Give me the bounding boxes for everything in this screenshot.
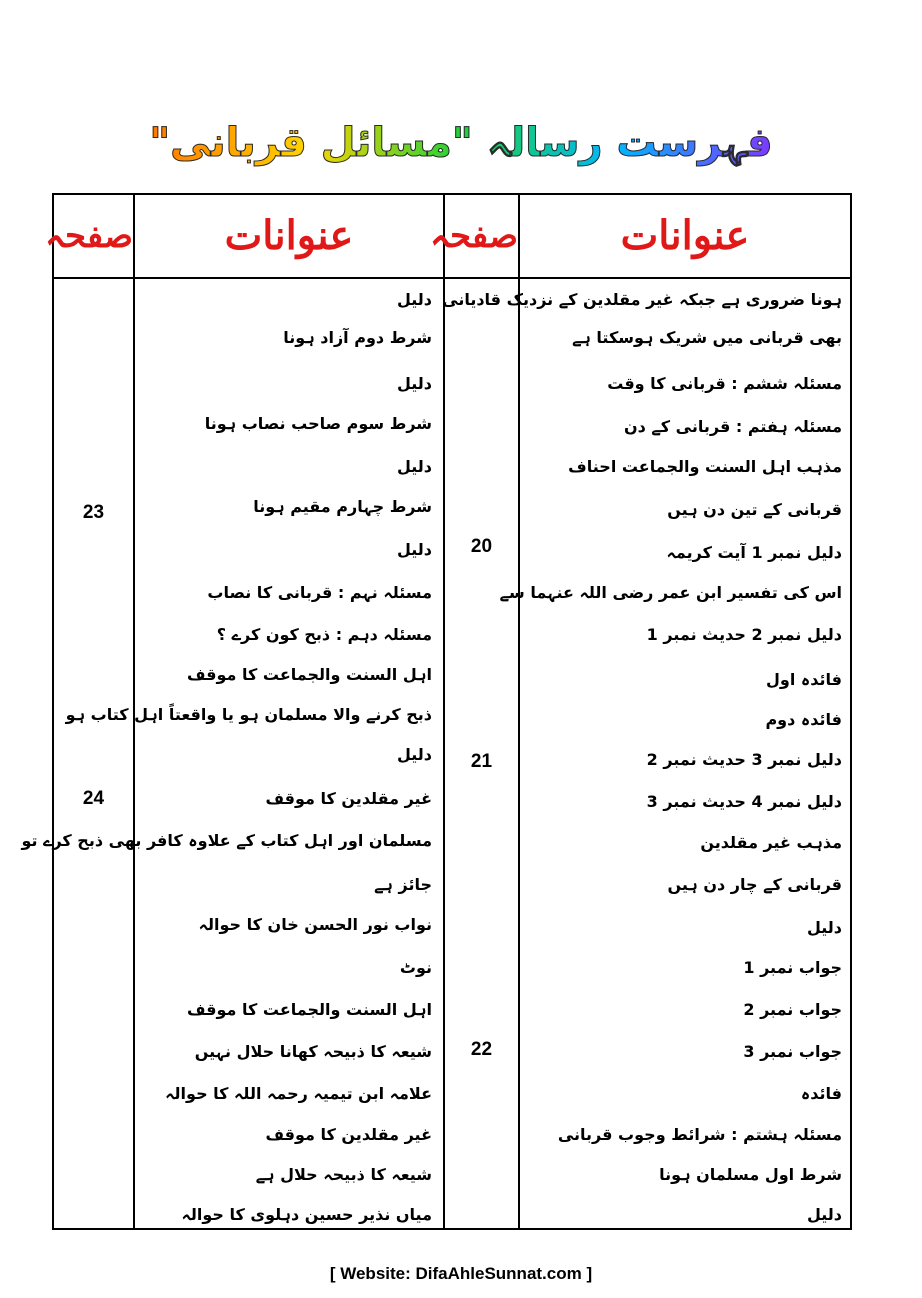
toc-entry: قربانی کے تین دن ہیں [667, 500, 842, 519]
column-divider [518, 195, 520, 1228]
toc-entry: ذبح کرنے والا مسلمان ہو یا واقعتاً اہل کتاب ہو [65, 705, 432, 724]
toc-entry: مسئلہ ششم : قربانی کا وقت [607, 374, 842, 393]
toc-entry: مذہب اہل السنت والجماعت احناف [568, 457, 842, 476]
toc-entry: اس کی تفسیر ابن عمر رضی اللہ عنہما سے [499, 583, 842, 602]
toc-entry: دلیل نمبر 3 حدیث نمبر 2 [646, 750, 842, 769]
toc-table [21, 193, 852, 1230]
toc-entry: شرط اول مسلمان ہونا [659, 1165, 842, 1184]
page-number: 22 [470, 1039, 493, 1060]
toc-entry: دلیل [396, 374, 432, 393]
toc-entry: دلیل نمبر 2 حدیث نمبر 1 [646, 625, 842, 644]
toc-entry: مسلمان اور اہل کتاب کے علاوہ کافر بھی ذبح کرے تو [21, 831, 432, 850]
toc-entry: نوٹ [399, 958, 432, 977]
column-divider [443, 195, 445, 1228]
toc-entry: دلیل نمبر 4 حدیث نمبر 3 [646, 792, 842, 811]
website-footer: [ Website: DifaAhleSunnat.com ] [329, 1264, 593, 1283]
page-title: فہرست رسالہ "مسائل قربانی" [0, 108, 922, 178]
toc-entry: فائدہ دوم [765, 710, 842, 729]
page-number: 23 [82, 502, 105, 523]
toc-entry: جواب نمبر 1 [743, 958, 842, 977]
toc-entry: دلیل [396, 540, 432, 559]
toc-entry: اہل السنت والجماعت کا موقف [186, 665, 432, 684]
page-number: 21 [470, 751, 493, 772]
toc-entry: دلیل [806, 918, 842, 937]
toc-entry: بھی قربانی میں شریک ہوسکتا ہے [572, 328, 842, 347]
toc-entry: قربانی کے چار دن ہیں [667, 875, 842, 894]
toc-entry: مسئلہ ہشتم : شرائط وجوب قربانی [557, 1125, 842, 1144]
toc-entry: دلیل [396, 457, 432, 476]
page-number: 20 [470, 536, 493, 557]
header-titles-right: عنوانات [620, 212, 750, 259]
toc-entry: جائز ہے [374, 875, 432, 894]
toc-entry: غیر مقلدین کا موقف [265, 1125, 432, 1144]
toc-entry: جواب نمبر 3 [743, 1042, 842, 1061]
toc-entry: اہل السنت والجماعت کا موقف [186, 1000, 432, 1019]
toc-entry: مسئلہ نہم : قربانی کا نصاب [207, 583, 432, 602]
toc-entry: مذہب غیر مقلدین [700, 833, 842, 852]
toc-entry: شیعہ کا ذبیحہ حلال ہے [255, 1165, 432, 1184]
toc-entry: فائدہ [800, 1084, 842, 1103]
header-page-right: صفحہ [430, 216, 518, 256]
toc-entry: دلیل [396, 745, 432, 764]
header-titles-left: عنوانات [224, 212, 354, 259]
toc-entry: علامہ ابن تیمیہ رحمہ اللہ کا حوالہ [165, 1084, 432, 1103]
page-number: 24 [82, 788, 105, 809]
header-divider [54, 277, 850, 279]
toc-entry: مسئلہ دہم : ذبح کون کرے ؟ [216, 625, 432, 644]
toc-entry: دلیل [396, 290, 432, 309]
toc-entry: دلیل [806, 1205, 842, 1224]
toc-entry: شرط دوم آزاد ہونا [283, 328, 432, 347]
toc-entry: شرط چہارم مقیم ہونا [253, 497, 432, 516]
toc-entry: فائدہ اول [766, 670, 842, 689]
toc-entry: ہونا ضروری ہے جبکہ غیر مقلدین کے نزدیک قادیانی [442, 290, 842, 309]
toc-entry: جواب نمبر 2 [743, 1000, 842, 1019]
toc-entry: شیعہ کا ذبیحہ کھانا حلال نہیں [194, 1042, 432, 1061]
toc-entry: غیر مقلدین کا موقف [265, 789, 432, 808]
toc-entry: میاں نذیر حسین دہلوی کا حوالہ [181, 1205, 432, 1224]
toc-entry: مسئلہ ہفتم : قربانی کے دن [623, 417, 842, 436]
toc-entry: نواب نور الحسن خان کا حوالہ [198, 915, 432, 934]
toc-entry: شرط سوم صاحب نصاب ہونا [204, 414, 432, 433]
toc-entry: دلیل نمبر 1 آیت کریمہ [666, 543, 842, 562]
header-page-left: صفحہ [45, 216, 133, 256]
